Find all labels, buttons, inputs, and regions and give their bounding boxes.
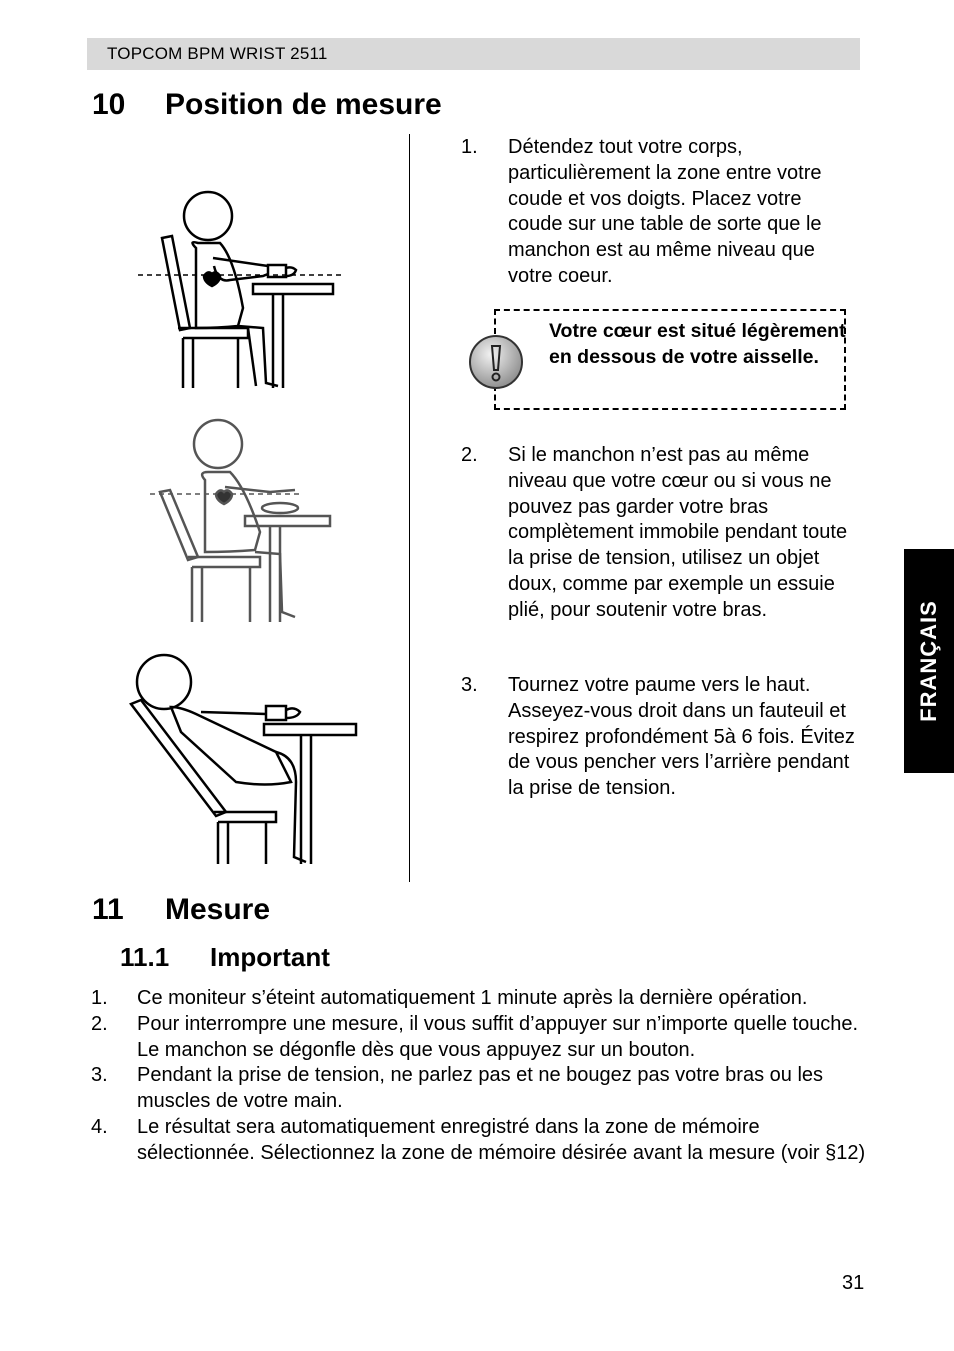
list-text: Pour interrompre une mesure, il vous suffit d’appuyer sur n’importe quelle touche. Le manchon se dégonfle dès que vous appuyez sur un bouton. (137, 1012, 859, 1061)
list-item (461, 443, 861, 624)
section-11-1-heading (120, 942, 520, 976)
list-text: Pendant la prise de tension, ne parlez pas et ne bougez pas votre bras ou les muscles de votre main. (137, 1064, 824, 1113)
language-tab (904, 549, 954, 773)
exclamation-icon (468, 334, 524, 390)
header-bar (87, 38, 860, 70)
section-10-title: Position de mesure (165, 88, 442, 121)
note-text: Votre cœur est situé légèrement en dessous de votre aisselle. (549, 320, 846, 368)
illustration-correct-posture (138, 188, 343, 393)
section-11-title: Mesure (165, 893, 271, 926)
list-number: 2. (461, 444, 478, 466)
section-10-heading (92, 88, 492, 128)
section-11-heading (92, 893, 492, 933)
step-list-top (461, 135, 861, 290)
illustration-supported-arm (150, 412, 335, 627)
section-10-number: 10 (92, 88, 126, 121)
list-item (461, 135, 861, 290)
document-title: TOPCOM BPM WRIST 2511 (107, 44, 328, 63)
list-item (91, 1012, 866, 1064)
list-number: 3. (461, 674, 478, 696)
section-11-1-number: 11.1 (120, 942, 170, 972)
important-list (91, 986, 866, 1167)
list-item (91, 986, 866, 1012)
list-number: 1. (91, 987, 108, 1009)
list-text: Détendez tout votre corps, particulièrement la zone entre votre coude et vos doigts. Placez votre coude sur une table de sorte que le manchon est au même niveau que votre coeur. (508, 136, 822, 287)
step-list-bottom (461, 673, 861, 802)
list-item (91, 1115, 866, 1167)
section-11-1-title: Important (210, 942, 330, 972)
column-divider (409, 134, 410, 882)
section-11-number: 11 (92, 893, 124, 926)
step-list-middle (461, 443, 861, 624)
list-text: Tournez votre paume vers le haut. Asseyez-vous droit dans un fauteuil et respirez profondément 5à 6 fois. Évitez de vous pencher vers l’arrière pendant la prise de tension. (508, 674, 855, 800)
list-text: Si le manchon n’est pas au même niveau que votre cœur ou si vous ne pouvez pas garder votre bras complètement immobile pendant toute la prise de tension, utilisez un objet doux, comme par exemple un essuie plié, pour soutenir votre bras. (508, 444, 848, 621)
list-number: 2. (91, 1012, 108, 1035)
language-label: FRANÇAIS (916, 600, 941, 722)
list-number: 3. (91, 1064, 108, 1087)
list-item (461, 673, 861, 802)
page-number: 31 (842, 1272, 865, 1294)
list-text: Ce moniteur s’éteint automatiquement 1 minute après la dernière opération. (137, 987, 808, 1009)
illustration-reclining-posture (126, 652, 361, 867)
list-number: 4. (91, 1115, 108, 1138)
list-text: Le résultat sera automatiquement enregistré dans la zone de mémoire sélectionnée. Sélectionnez la zone de mémoire désirée avant la mesure (voir §12) (137, 1115, 866, 1164)
list-number: 1. (461, 136, 478, 158)
list-item (91, 1063, 866, 1115)
